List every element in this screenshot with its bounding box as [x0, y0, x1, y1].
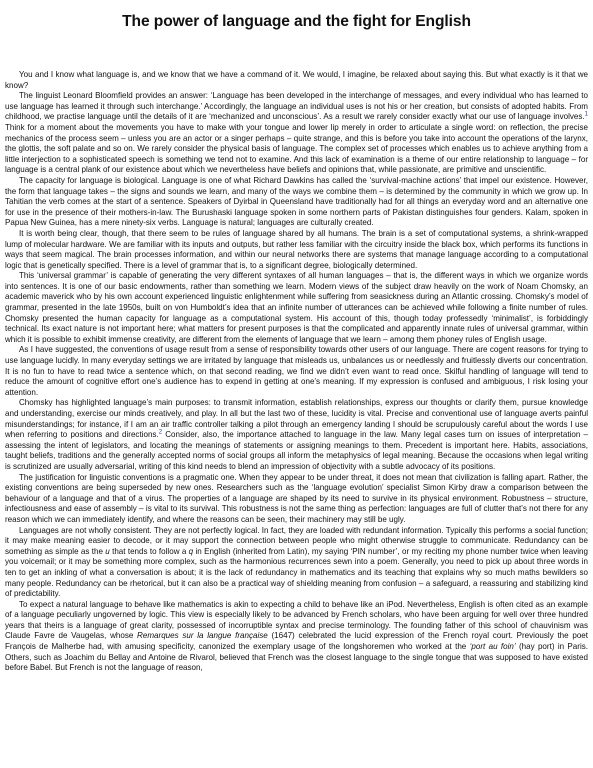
paragraph: [5, 70, 588, 91]
italic-text: ‘port au foin’: [469, 642, 516, 652]
italic-text: q: [188, 546, 194, 556]
paragraph: [5, 271, 588, 345]
paragraph: [5, 229, 588, 271]
paragraph: [5, 398, 588, 472]
footnote-reference[interactable]: 1: [584, 111, 588, 118]
italic-text: u: [105, 546, 110, 556]
paragraph: [5, 473, 588, 526]
paragraph: [5, 600, 588, 674]
paragraph-text: that tends to follow a: [109, 546, 189, 556]
paragraph-text: (hay port) in Paris. Others, such as Joachim du Bellay and Antoine de Rivarol, believed that French was the closest language to the single tongue that was supposed to have existed before Babel. But French is not the language of reason,: [5, 642, 588, 673]
paragraph-text: (1647) celebrated the lucid expression of the French royal court. Previously the poet François de Malherbe had, with amusing specificity, canonized the exemplary usage of the longshoremen who worked at the: [5, 631, 589, 652]
paragraph-text: Think for a moment about the movements you have to make with your tongue and lower lip merely in order to articulate a single word: on reflection, the precise mechanics of the process seem – unless you are an actor or a singer perhaps – quite strange, and this is before you take into account the operations of the larynx, the glottis, the soft palate and so on. We rarely consider the physical basis of language. The complex set of processes which enables us to achieve anything from a little interjection to a sophisticated speech is something we tend not to examine. And this lack of examination is a theme of our entire relationship to language – for language is a central plank of our existence about which we nevertheless have beliefs and opinions that, while passionate, are primitive and unscientific.: [5, 122, 588, 175]
paragraph-text: It is worth being clear, though, that there seem to be rules of language shared by all humans. The brain is a set of computational systems, a shrink-wrapped lump of molecular hardware. We are familiar with its inputs and outputs, but rather less familiar with the circuitry inside the black box, which performs its functions in ways that seem magical. The brain processes information, and within our neural networks there are systems that manage language according to a computational logic that is genetically specified. There is a level of grammar that is, to a significant degree, biologically determined.: [5, 228, 588, 270]
paragraph-text: Chomsky has highlighted language’s main purposes: to transmit information, establish relationships, express our thoughts or clarify them, pursue knowledge and understanding, exercise our minds creatively, and play. In all but the last two of these, lucidity is vital. Precise and conventional use of language averts painful misunderstandings; for instance, if I am an air traffic controller talking a pilot through an emergency landing I should be scrupulously careful about the words I use when referring to positions and directions.: [5, 398, 588, 440]
paragraph-text: You and I know what language is, and we know that we have a command of it. We would, I imagine, be relaxed about saying this. But what exactly is it that we know?: [5, 70, 588, 90]
paragraph-text: Consider, also, the importance attached to language in the law. Many legal cases turn on issues of interpretation – assessing the intent of legislators, and locating the meanings of statements or assigning meanings to them. Precedent is important here. Habits, associations, taught beliefs, traditions and the generally accepted norms of social groups all inform the metaphysics of legal meaning. Because the occasions when legal writing is scrutinized are usually adversarial, writing of this kind needs to blend an impression of objectivity with a subtle advocacy of its positions.: [5, 430, 588, 471]
document-title: The power of language and the fight for English: [122, 13, 471, 30]
paragraph: [5, 91, 588, 176]
paragraph: [5, 526, 588, 600]
paragraph: [5, 176, 588, 229]
paragraph-text: This ‘universal grammar’ is capable of generating the very different syntaxes of all human languages – that is, the different ways in which we organize words into sentences. It is one of our basic endowments, rather than something we learn. Modern views of the subject draw heavily on the work of Noam Chomsky, an academic maverick who by his own account experienced linguistic enlightenment while suffering from seasickness during an Atlantic crossing. Chomsky’s model of grammar, presented in the late 1950s, built on von Humboldt’s idea that an infinite number of utterances can be achieved while following a finite number of rules. Chomsky presented the human capacity for language as a computational system. His account of this, though today professedly ‘minimalist’, is forbiddingly technical. Its exact nature is not important here; what matters for present purposes is that the complicated and apparently innate rules of universal grammar, within which it is possible to exhibit immense creativity, are different from the elements of language that we learn – among them phoney rules of English usage.: [5, 271, 588, 344]
paragraph-text: The capacity for language is biological. Language is one of what Richard Dawkins has called the ‘survival-machine actions’ that impel our existence. However, the form that language takes – the signs and sounds we learn, and many of the ways we combine them – is determined by the community in which we grow up. In Tahitian the verb comes at the start of a sentence. Speakers of Dyirbal in Queensland have traditionally had for all things an everyday word and an alternative one for use in the presence of their mothers-in-law. The Burushaski language spoken in some northern parts of Pakistan distinguishes four genders. Kalam, spoken in Papua New Guinea, has a mere ninety-six verbs. Language is natural; languages are culturally created.: [5, 175, 588, 228]
italic-text: Remarques sur la langue française: [137, 631, 268, 641]
paragraph-text: in English (inherited from Latin), my saying ‘PIN number’, or my reciting my phone number twice when leaving you voicemail; or it may be something more complex, such as the harmonious recurrences sewn into a poem. Generally, you need to pick up about three words in ten to get an inkling of what a conversation is about; it is the lack of redundancy in mathematics and its teaching that explains why so much maths bewilders so many people. Redundancy can be rhetorical, but it can also be a practical way of shielding meaning from confusion – a safeguard, a reassuring and stabilizing kind of predictability.: [5, 546, 588, 599]
paragraph-text: The justification for linguistic conventions is a pragmatic one. When they appear to be under threat, it does not mean that civilization is falling apart. Rather, the existing conventions are being superseded by new ones. Researchers such as the ‘language evolution’ specialist Simon Kirby draw a comparison between the behaviour of a language and that of a virus. The properties of a language are shaped by its need to survive in its physical environment. Robustness – structure, infectiousness and ease of assembly – is vital to its survival. This robustness is not the same thing as perfection: languages are full of clutter that’s not there for any reason which we can immediately identify, and where the reasons can be seen, their machinery may still be ugly.: [5, 472, 588, 524]
paragraph: [5, 345, 588, 398]
paragraph-text: As I have suggested, the conventions of usage result from a sense of responsibility towards other users of our language. There are cogent reasons for trying to use language lucidly. In many everyday settings we are irritated by language that misleads us, unbalances us or needlessly and fruitlessly diverts our concentration. It is no fun to have to read twice a sentence which, on that second reading, we find we didn’t even want to read once. Skilful handling of language will tend to reduce the amount of cognitive effort one’s audience has to expend in getting at one’s meaning. If my expression is confused and ambiguous, I risk losing your attention.: [5, 345, 588, 397]
paragraph-text: To expect a natural language to behave like mathematics is akin to expecting a child to behave like an iPod. Nevertheless, English is often cited as an example of a language peculiarly ungoverned by logic. This view is especially likely to be advanced by French scholars, who have been arguing for well over three hundred years that theirs is a language of great clarity, possessed of incorruptible syntax and precise terminology. The founding father of this school of chauvinism was Claude Favre de Vaugelas, whose: [5, 599, 588, 641]
paragraph-text: Languages are not wholly consistent. They are not perfectly logical. In fact, they are loaded with redundant information. Typically this performs a social function; it may make meaning easier to decode, or it may support the connection between people who might otherwise struggle to communicate. Redundancy can be something as simple as the: [5, 525, 588, 556]
paragraph-text: The linguist Leonard Bloomfield provides an answer: ‘Language has been developed in the interchange of messages, and every individual who has learned to use language has learned it through such interchange.’ Accordingly, the language an individual uses is not his or her creation, but consists of adopted habits. From childhood, we practise language until the details of it are ‘mechanized and unconscious’. As a result we rarely consider exactly what our use of language involves.: [5, 91, 588, 122]
document-body: [5, 70, 588, 674]
footnote-reference[interactable]: 2: [158, 429, 163, 436]
